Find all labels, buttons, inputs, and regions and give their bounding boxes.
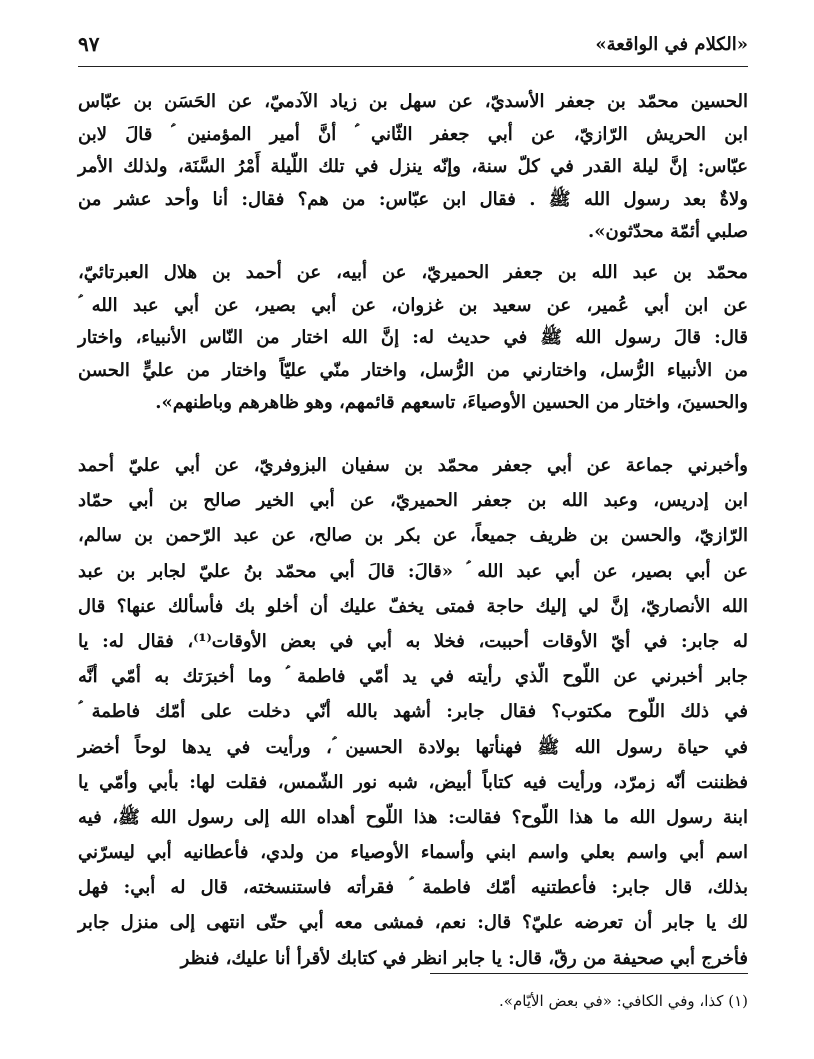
text-line: الرّازيّ، والحسن بن ظريف جميعاً، عن بكر بن صالح، عن عبد الرّحمن بن سالم، xyxy=(78,525,748,547)
text-line: محمّد بن عبد الله بن جعفر الحميريّ، عن أبيه، عن أحمد بن هلال العبرتائيّ، xyxy=(78,262,748,283)
page-number: ٩٧ xyxy=(78,32,100,56)
text-line: الله الأنصاريّ، إنَّ لي إليك حاجة فمتى يخفّ عليك أن أخلو بك فأسألك عنها؟ قال xyxy=(78,595,748,617)
text-line: في ذلك اللّوح مكتوب؟ فقال جابر: أشهد بالله أنّي دخلت على أمّك فاطمة ؑ xyxy=(78,701,748,723)
text-line: ولاةٌ بعد رسول الله ﷺ . فقال ابن عبّاس: من هم؟ فقال: أنا وأحد عشر من xyxy=(78,188,748,210)
text-line: عن ابن أبي عُمير، عن سعيد بن غزوان، عن أبي بصير، عن أبي عبد الله ؑ xyxy=(78,294,748,316)
text-line: عن أبي بصير، عن أبي عبد الله ؑ «قالَ: قالَ أبي محمّد بنُ عليّ لجابر بن عبد xyxy=(78,560,748,582)
paragraph-3 xyxy=(78,448,748,976)
header-rule xyxy=(78,66,748,67)
text-line: جابر أخبرني عن اللّوح الّذي رأيته في يد أمّي فاطمة ؑ وما أخبرَتك به أمّي أنَّه xyxy=(78,666,748,688)
text-line: من الأنبياء الرُّسل، واختارني من الرُّسل، واختار منّي عليّاً واختار من عليٍّ الحسن xyxy=(78,359,748,381)
text-line: فظننت أنّه زمرّد، ورأيت فيه كتاباً أبيض، شبه نور الشّمس، فقلت لها: بأبي وأمّي يا xyxy=(78,771,748,793)
chapter-title: «الكلام في الواقعة» xyxy=(595,34,748,55)
text-line: والحسينَ، واختار من الحسين الأوصياءَ، تاسعهم قائمهم، وهو ظاهرهم وباطنهم». xyxy=(155,392,748,413)
text-line: له جابر: في أيّ الأوقات أحببت، فخلا به أبي في بعض الأوقات⁽¹⁾، فقال له: يا xyxy=(78,630,748,652)
text-line: الحسين محمّد بن جعفر الأسديّ، عن سهل بن زياد الآدميّ، عن الحَسَن بن عبّاس xyxy=(78,91,748,112)
text-line: ابن إدريس، وعبد الله بن جعفر الحميريّ، عن أبي الخير صالح بن أبي حمّاد xyxy=(78,490,748,512)
paragraph-1 xyxy=(78,86,748,249)
running-header xyxy=(78,30,748,60)
text-line: صلبي أئمّة محدّثون». xyxy=(587,221,748,242)
paragraph-2 xyxy=(78,257,748,420)
text-line: لك يا جابر أن تعرضه عليّ؟ قال: نعم، فمشى معه أبي حتّى انتهى إلى منزل جابر xyxy=(78,912,748,934)
text-line: فأخرج أبي صحيفة من رقّ، قال: يا جابر انظر في كتابك لأقرأ أنا عليك، فنظر xyxy=(180,947,748,969)
text-line: عبّاس: إنَّ ليلة القدر في كلّ سنة، وإنّه ينزل في تلك اللّيلة أَمْرُ السَّنَة، ولذلك الأمر xyxy=(78,156,748,177)
text-line: ابن الحريش الرّازيّ، عن أبي جعفر الثّاني ؑ أنَّ أمير المؤمنين ؑ قالَ لابن xyxy=(78,123,748,145)
footnote-rule xyxy=(430,973,748,974)
text-line: في حياة رسول الله ﷺ فهنأتها بولادة الحسين ؑ، ورأيت في يدها لوحاً أخضر xyxy=(78,736,748,758)
text-line: بذلك، قال جابر: فأعطتنيه أمّك فاطمة ؑ فقرأته فاستنسخته، قال له أبي: فهل xyxy=(78,877,748,899)
text-line: اسم أبي واسم بعلي واسم ابني وأسماء الأوصياء من ولدي، فأعطانيه أبي ليسرّني xyxy=(78,842,748,864)
text-line: وأخبرني جماعة عن أبي جعفر محمّد بن سفيان البزوفريّ، عن أبي عليّ أحمد xyxy=(78,455,748,476)
text-line: ابنة رسول الله ما هذا اللّوح؟ فقالت: هذا اللّوح أهداه الله إلى رسول الله ﷺ، فيه xyxy=(78,806,748,828)
footnote: (١) كذا، وفي الكافي: «في بعض الأيّام». xyxy=(499,992,748,1010)
text-line: قال: قالَ رسول الله ﷺ في حديث له: إنَّ الله اختار من النّاس الأنبياء، واختار xyxy=(78,327,748,348)
